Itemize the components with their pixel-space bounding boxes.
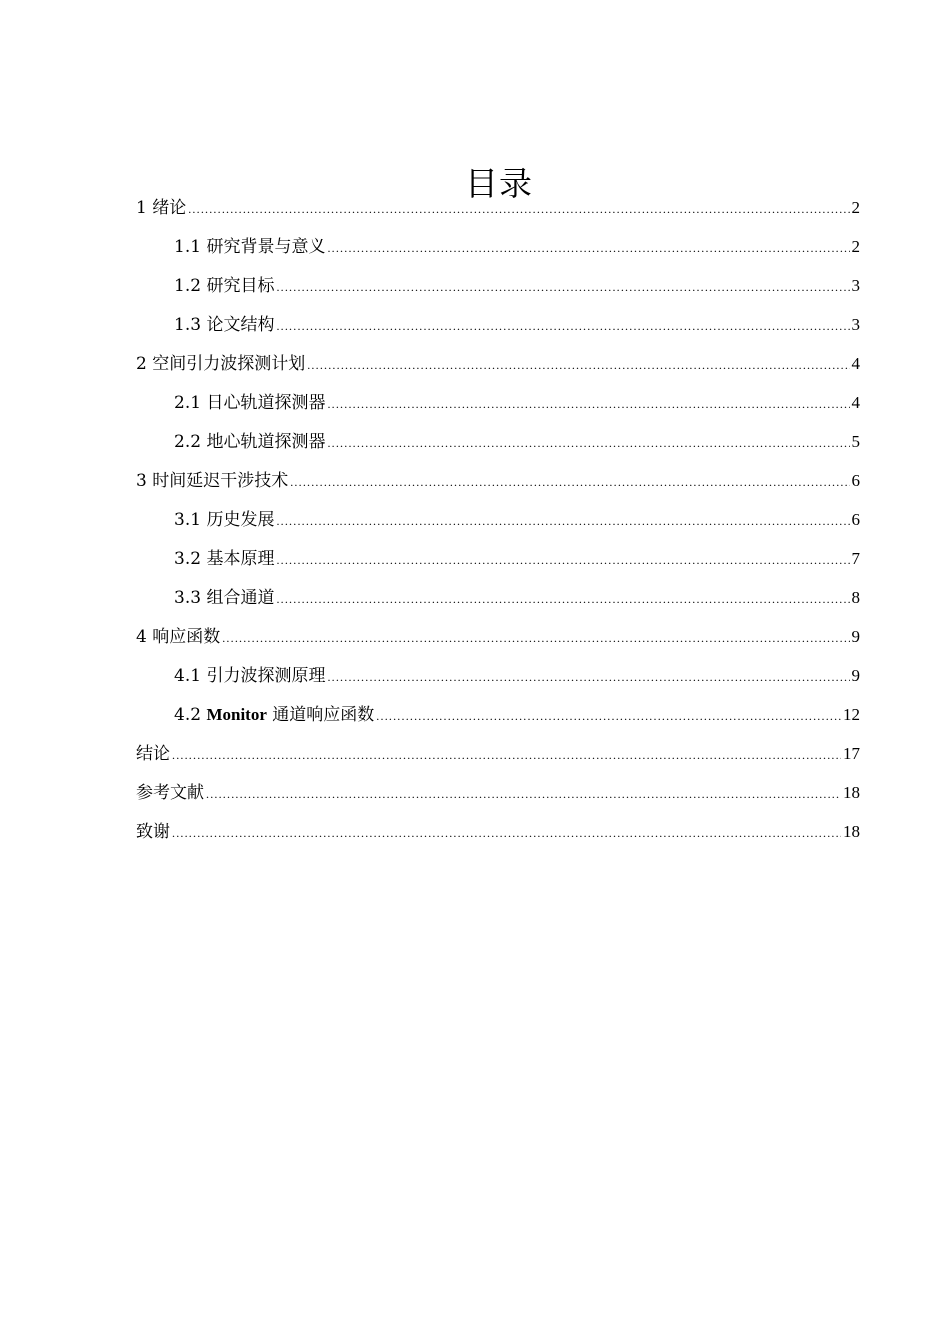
toc-entry-label: 3.2 基本原理: [174, 549, 275, 569]
toc-leader-dots: [276, 506, 849, 536]
toc-entry-4-2[interactable]: [136, 700, 860, 739]
toc-entry-2-2[interactable]: [136, 427, 860, 466]
toc-entry-label: 2.1 日心轨道探测器: [174, 393, 326, 413]
toc-entry-label: 4.1 引力波探测原理: [174, 666, 326, 686]
toc-entry-3-3[interactable]: [136, 583, 860, 622]
toc-page-number: 3: [851, 315, 860, 334]
toc-entry-label: 2.2 地心轨道探测器: [174, 432, 326, 452]
toc-leader-dots: [327, 662, 849, 692]
toc-entry-1-1[interactable]: [136, 232, 860, 271]
toc-entry-label: 1.1 研究背景与意义: [174, 237, 326, 257]
toc-entry-1-2[interactable]: [136, 271, 860, 310]
toc-entry-references[interactable]: [136, 778, 860, 817]
toc-entry-label: 致谢: [136, 822, 170, 842]
toc-leader-dots: [172, 740, 841, 770]
toc-page-number: 17: [843, 744, 860, 763]
toc-leader-dots: [327, 428, 849, 458]
toc-leader-dots: [276, 272, 849, 302]
toc-entry-label: 参考文献: [136, 783, 204, 803]
toc-page-number: 2: [851, 237, 860, 256]
toc-leader-dots: [206, 779, 841, 809]
toc-entry-label: 1 绪论: [136, 198, 187, 218]
toc-entry-label: 4 响应函数: [136, 627, 221, 647]
toc-entry-2[interactable]: [136, 349, 860, 388]
toc-entry-label: 2 空间引力波探测计划: [136, 354, 306, 374]
toc-page-number: 12: [843, 705, 860, 724]
toc-leader-dots: [276, 584, 849, 614]
toc-leader-dots: [222, 623, 849, 653]
toc-leader-dots: [188, 194, 849, 224]
toc-leader-dots: [290, 467, 849, 497]
toc-title: 目录: [465, 164, 533, 204]
toc-entry-label-suffix: 通道响应函数: [266, 705, 375, 725]
toc-page-number: 18: [843, 783, 860, 802]
toc-entry-3-1[interactable]: [136, 505, 860, 544]
toc-entry-conclusion[interactable]: [136, 739, 860, 778]
toc-page-number: 4: [851, 354, 860, 373]
toc-leader-dots: [307, 350, 849, 380]
toc-page-number: 4: [851, 393, 860, 412]
toc-leader-dots: [327, 233, 849, 263]
toc-page-number: 3: [851, 276, 860, 295]
toc-leader-dots: [376, 701, 841, 731]
toc-page-number: 9: [851, 627, 860, 646]
toc-entry-4[interactable]: [136, 622, 860, 661]
table-of-contents: [136, 193, 860, 856]
toc-page-number: 9: [851, 666, 860, 685]
toc-entry-label: 3 时间延迟干涉技术: [136, 471, 289, 491]
toc-entry-1[interactable]: [136, 193, 860, 232]
toc-page-number: 7: [851, 549, 860, 568]
toc-page-number: 5: [851, 432, 860, 451]
toc-entry-4-1[interactable]: [136, 661, 860, 700]
toc-page-number: 2: [851, 198, 860, 217]
toc-entry-label-prefix: 4.2: [174, 705, 207, 725]
toc-entry-1-3[interactable]: [136, 310, 860, 349]
toc-entry-3-2[interactable]: [136, 544, 860, 583]
toc-entry-label: 结论: [136, 744, 170, 764]
toc-leader-dots: [172, 818, 841, 848]
toc-entry-2-1[interactable]: [136, 388, 860, 427]
toc-page-number: 8: [851, 588, 860, 607]
toc-entry-label: 3.3 组合通道: [174, 588, 275, 608]
toc-entry-3[interactable]: [136, 466, 860, 505]
toc-entry-label-latin: Monitor: [206, 705, 267, 724]
toc-page-number: 6: [851, 510, 860, 529]
toc-entry-label: 1.3 论文结构: [174, 315, 275, 335]
toc-leader-dots: [276, 545, 849, 575]
toc-entry-label: 3.1 历史发展: [174, 510, 275, 530]
toc-page-number: 18: [843, 822, 860, 841]
toc-page-number: 6: [851, 471, 860, 490]
toc-entry-label: [174, 700, 374, 730]
toc-entry-label: 1.2 研究目标: [174, 276, 275, 296]
toc-leader-dots: [276, 311, 849, 341]
toc-leader-dots: [327, 389, 849, 419]
toc-entry-acknowledgements[interactable]: [136, 817, 860, 856]
